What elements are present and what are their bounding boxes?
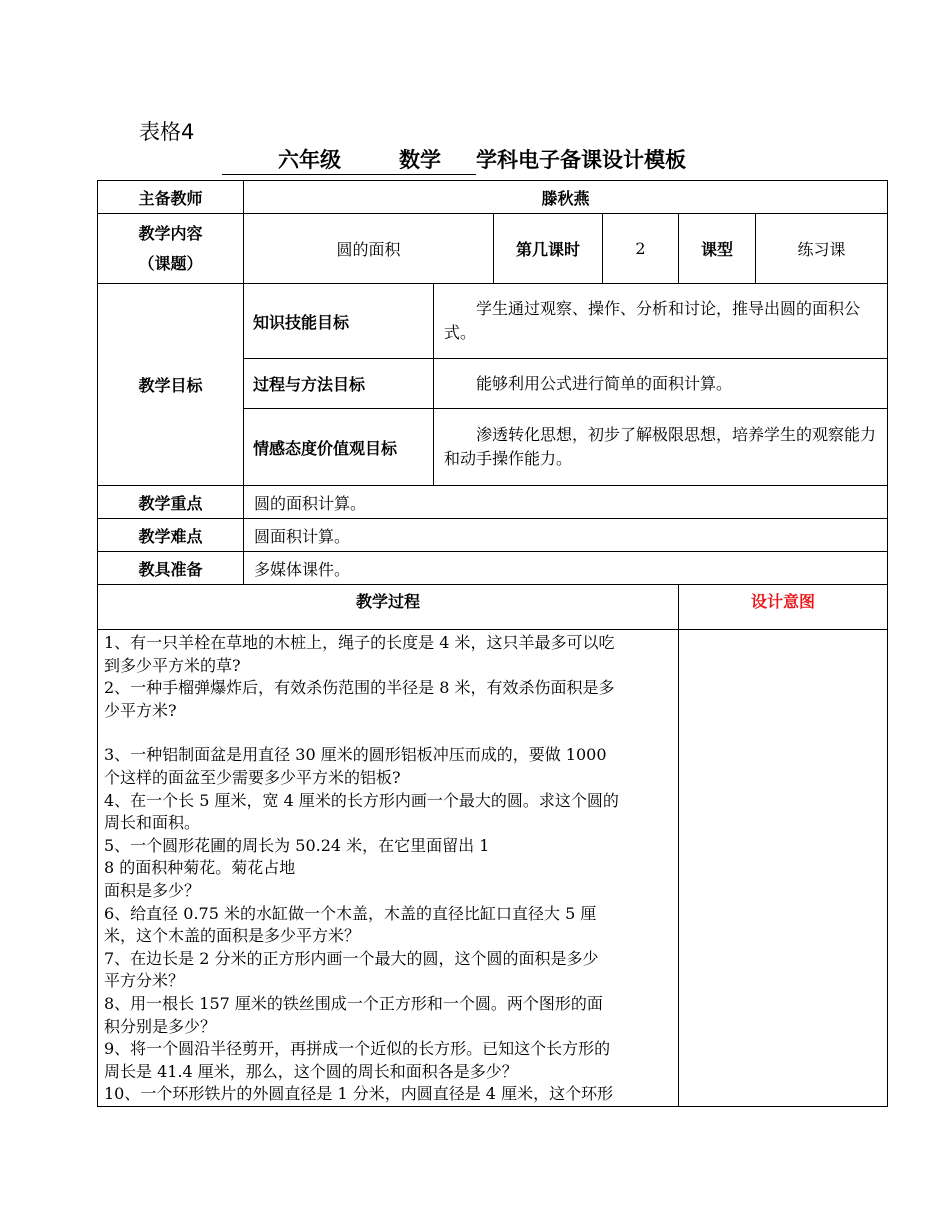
page-title xyxy=(222,144,686,175)
process-line: 7、在边长是 2 分米的正方形内画一个最大的圆，这个圆的面积是多少 xyxy=(104,948,599,968)
title-blank xyxy=(441,150,476,175)
process-line: 周长是 41.4 厘米，那么，这个圆的周长和面积各是多少？ xyxy=(104,1061,518,1081)
process-line: 个这样的面盆至少需要多少平方米的铝板? xyxy=(104,767,401,787)
process-line: 5、一个圆形花圃的周长为 50.24 米，在它里面留出 1 xyxy=(104,835,490,855)
process-header-row xyxy=(98,585,888,630)
process-line: 平方分米？ xyxy=(104,971,185,991)
objective-text: 学生通过观察、操作、分析和讨论，推导出圆的面积公式。 xyxy=(434,284,888,359)
tools-label: 教具准备 xyxy=(98,552,244,585)
objective-row xyxy=(98,284,888,359)
title-blank xyxy=(222,150,278,175)
key-point-value: 圆的面积计算。 xyxy=(244,486,888,519)
design-intent-content xyxy=(679,630,888,1107)
key-point-label: 教学重点 xyxy=(98,486,244,519)
lesson-number-value: 2 xyxy=(603,214,679,284)
process-line: 3、一种铝制面盆是用直径 30 厘米的圆形铝板冲压而成的，要做 1000 xyxy=(104,745,607,765)
title-subject: 数学 xyxy=(397,144,441,175)
difficulty-value: 圆面积计算。 xyxy=(244,519,888,552)
title-blank xyxy=(341,150,397,175)
process-line: 面积是多少？ xyxy=(104,880,201,900)
difficulty-label: 教学难点 xyxy=(98,519,244,552)
process-label: 教学过程 xyxy=(98,585,679,630)
objective-label: 情感态度价值观目标 xyxy=(244,409,434,486)
objective-label: 知识技能目标 xyxy=(244,284,434,359)
content-label-line1: 教学内容 xyxy=(138,223,203,243)
table-number-label: 表格4 xyxy=(139,120,195,144)
process-line: 到多少平方米的草? xyxy=(104,655,241,675)
process-line: 6、给直径 0.75 米的水缸做一个木盖，木盖的直径比缸口直径大 5 厘 xyxy=(104,903,597,923)
tools-row xyxy=(98,552,888,585)
title-grade: 六年级 xyxy=(278,144,341,175)
process-line: 8 的面积种菊花。菊花占地 xyxy=(104,858,296,878)
lesson-plan-table xyxy=(97,180,888,1107)
content-row xyxy=(98,214,888,284)
teacher-label: 主备教师 xyxy=(98,181,244,214)
objective-text: 渗透转化思想，初步了解极限思想，培养学生的观察能力和动手操作能力。 xyxy=(434,409,888,486)
key-point-row xyxy=(98,486,888,519)
lesson-number-label: 第几课时 xyxy=(494,214,603,284)
process-line: 10、一个环形铁片的外圆直径是 1 分米，内圆直径是 4 厘米，这个环形 xyxy=(104,1084,614,1104)
process-content-row xyxy=(98,630,888,1107)
content-label xyxy=(98,214,244,284)
teacher-row xyxy=(98,181,888,214)
process-line: 少平方米? xyxy=(104,700,177,720)
tools-value: 多媒体课件。 xyxy=(244,552,888,585)
objective-label: 过程与方法目标 xyxy=(244,359,434,409)
design-intent-label: 设计意图 xyxy=(679,585,888,630)
process-line: 2、一种手榴弹爆炸后，有效杀伤范围的半径是 8 米，有效杀伤面积是多 xyxy=(104,678,615,698)
process-line: 周长和面积。 xyxy=(104,813,201,833)
process-line: 9、将一个圆沿半径剪开，再拼成一个近似的长方形。已知这个长方形的 xyxy=(104,1039,611,1059)
teacher-name: 滕秋燕 xyxy=(244,181,888,214)
process-content xyxy=(98,630,679,1107)
lesson-type-value: 练习课 xyxy=(756,214,888,284)
process-line xyxy=(104,722,672,744)
process-line: 8、用一根长 157 厘米的铁丝围成一个正方形和一个圆。两个图形的面 xyxy=(104,993,603,1013)
lesson-type-label: 课型 xyxy=(679,214,756,284)
process-line: 米，这个木盖的面积是多少平方米？ xyxy=(104,926,361,946)
content-label-line2: （课题） xyxy=(138,253,203,273)
objective-text: 能够利用公式进行简单的面积计算。 xyxy=(434,359,888,409)
difficulty-row xyxy=(98,519,888,552)
process-line: 1、有一只羊栓在草地的木桩上，绳子的长度是 4 米，这只羊最多可以吃 xyxy=(104,633,615,652)
content-value: 圆的面积 xyxy=(244,214,494,284)
objectives-label: 教学目标 xyxy=(98,284,244,486)
process-line: 4、在一个长 5 厘米，宽 4 厘米的长方形内画一个最大的圆。求这个圆的 xyxy=(104,790,619,810)
process-line: 积分别是多少？ xyxy=(104,1016,217,1036)
title-suffix: 学科电子备课设计模板 xyxy=(476,148,686,172)
